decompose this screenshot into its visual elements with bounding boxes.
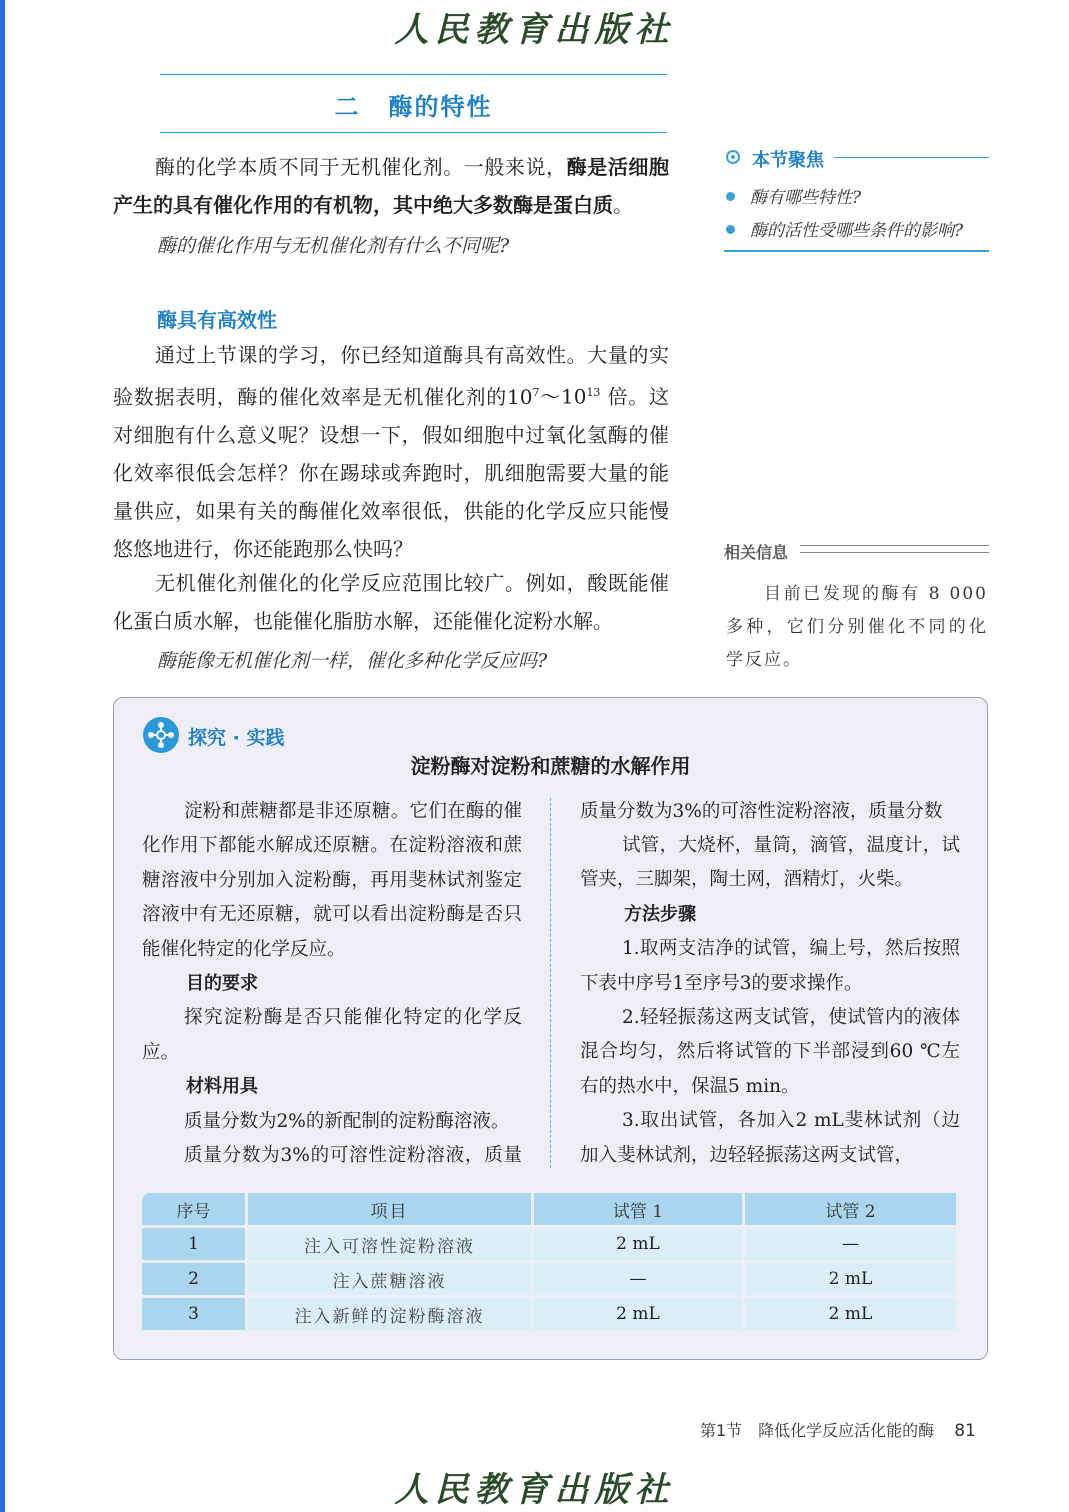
page-edge-bar [0,0,5,1512]
activity-left-column [142,795,522,1173]
chapter-title: 第1节 降低化学反应活化能的酶 [700,1421,935,1440]
table-header-row [142,1193,958,1227]
step-2: 2.轻轻振荡这两支试管，使试管内的液体混合均匀，然后将试管的下半部浸到60 ℃左右的热水中，保温5 min。 [580,1007,960,1097]
publisher-logo-bottom: 人民教育出版社 [394,1470,675,1510]
range-question: 酶能像无机催化剂一样，催化多种化学反应吗? [157,650,548,672]
bullet-icon [726,225,735,234]
section-number: 二 [334,93,361,121]
table-header-cell: 项目 [247,1193,533,1227]
goal-heading: 目的要求 [186,973,258,995]
efficiency-text: 通过上节课的学习，你已经知道酶具有高效性。大量的实验数据表明，酶的催化效率是无机催化剂的10 [113,343,669,409]
step-1: 1.取两支洁净的试管，编上号，然后按照下表中序号1至序号3的要求操作。 [580,938,960,994]
related-info-title: 相关信息 [724,543,789,562]
materials-heading: 材料用具 [186,1076,258,1098]
table-header-cell: 序号 [142,1193,247,1227]
focus-item-text: 酶有哪些特性? [750,188,862,208]
focus-header [724,146,989,172]
table-cell: 2 mL [744,1297,958,1332]
material-3: 试管，大烧杯，量筒，滴管，温度计，试管夹，三脚架，陶土网，酒精灯，火柴。 [580,835,960,891]
table-row [142,1227,958,1262]
efficiency-paragraph [113,336,669,568]
heading-efficiency: 酶具有高效性 [157,308,277,332]
activity-intro: 淀粉和蔗糖都是非还原糖。它们在酶的催化作用下都能水解成还原糖。在淀粉溶液和蔗糖溶液中分别加入淀粉酶，再用斐林试剂鉴定溶液中有无还原糖，就可以看出淀粉酶是否只能催化特定的化学反应。 [142,801,522,960]
molecule-icon [143,717,179,753]
exponent-7: 7 [532,386,540,399]
page-number: 81 [954,1421,976,1441]
intro-question: 酶的催化作用与无机催化剂有什么不同呢? [157,235,510,257]
efficiency-text-3: 倍。这对细胞有什么意义呢？设想一下，假如细胞中过氧化氢酶的催化效率很低会怎样？你在踢球或奔跑时，肌细胞需要大量的能量供应，如果有关的酶催化效率很低，供能的化学反应只能慢悠悠地进行，你还能跑那么快吗？ [113,384,670,561]
section-title-frame [160,74,667,133]
table-cell: — [744,1227,958,1262]
steps-heading: 方法步骤 [624,903,696,925]
target-icon [726,150,740,164]
focus-item [726,183,861,208]
activity-label: 探究 · 实践 [188,727,285,749]
section-title-text: 酶的特性 [388,93,493,121]
material-2-tail: 质量分数为3%的可溶性淀粉溶液，质量分数 [580,801,943,822]
section-title [160,87,667,122]
step-3: 3.取出试管，各加入2 mL斐林试剂（边加入斐林试剂，边轻轻振荡这两支试管， [580,1110,960,1166]
related-info-text [726,578,988,677]
procedure-table [142,1193,959,1333]
focus-bottom-rule [724,250,989,252]
column-divider [550,798,551,1168]
table-row [142,1297,958,1332]
table-cell: — [533,1262,744,1297]
bullet-icon [726,192,735,201]
focus-rule [834,157,989,158]
table-cell: 注入蔗糖溶液 [247,1262,533,1297]
table-cell: 3 [142,1297,247,1332]
table-header-cell: 试管 1 [533,1193,744,1227]
intro-paragraph [113,148,669,224]
table-cell: 1 [142,1227,247,1262]
page-footer [700,1418,976,1441]
related-info-rule [800,545,989,553]
table-cell: 2 mL [744,1262,958,1297]
table-cell: 2 [142,1262,247,1297]
table-cell: 2 mL [533,1297,744,1332]
intro-text: 酶的化学本质不同于无机催化剂。一般来说， [155,155,567,179]
efficiency-text-2: ～10 [539,384,587,409]
range-text: 无机催化剂催化的化学反应范围比较广。例如，酸既能催化蛋白质水解，也能催化脂肪水解，还能催化淀粉水解。 [113,571,669,633]
range-paragraph [113,564,669,640]
focus-item-text: 酶的活性受哪些条件的影响? [750,221,964,241]
table-header-cell: 试管 2 [744,1193,958,1227]
activity-right-column [580,795,960,1173]
table-cell: 2 mL [533,1227,744,1262]
table-row [142,1262,958,1297]
exponent-13: 13 [586,386,601,399]
material-2: 质量分数为3%的可溶性淀粉溶液，质量 [184,1145,522,1167]
material-2-continued [580,795,960,829]
intro-bold-text: 酶是活细胞产生的具有催化作用的有机物，其中绝大多数酶是蛋白质 [113,155,670,217]
activity-title: 淀粉酶对淀粉和蔗糖的水解作用 [410,754,691,778]
table-cell: 注入新鲜的淀粉酶溶液 [247,1297,533,1332]
table-cell: 注入可溶性淀粉溶液 [247,1227,533,1262]
goal-text: 探究淀粉酶是否只能催化特定的化学反应。 [142,1007,522,1063]
related-info-body: 目前已发现的酶有 8 000 多种，它们分别催化不同的化学反应。 [726,584,988,670]
focus-item [726,216,963,241]
intro-period: 。 [613,193,633,217]
focus-title: 本节聚焦 [752,150,824,171]
material-1: 质量分数为2%的新配制的淀粉酶溶液。 [184,1110,510,1132]
publisher-logo-top: 人民教育出版社 [394,10,675,50]
